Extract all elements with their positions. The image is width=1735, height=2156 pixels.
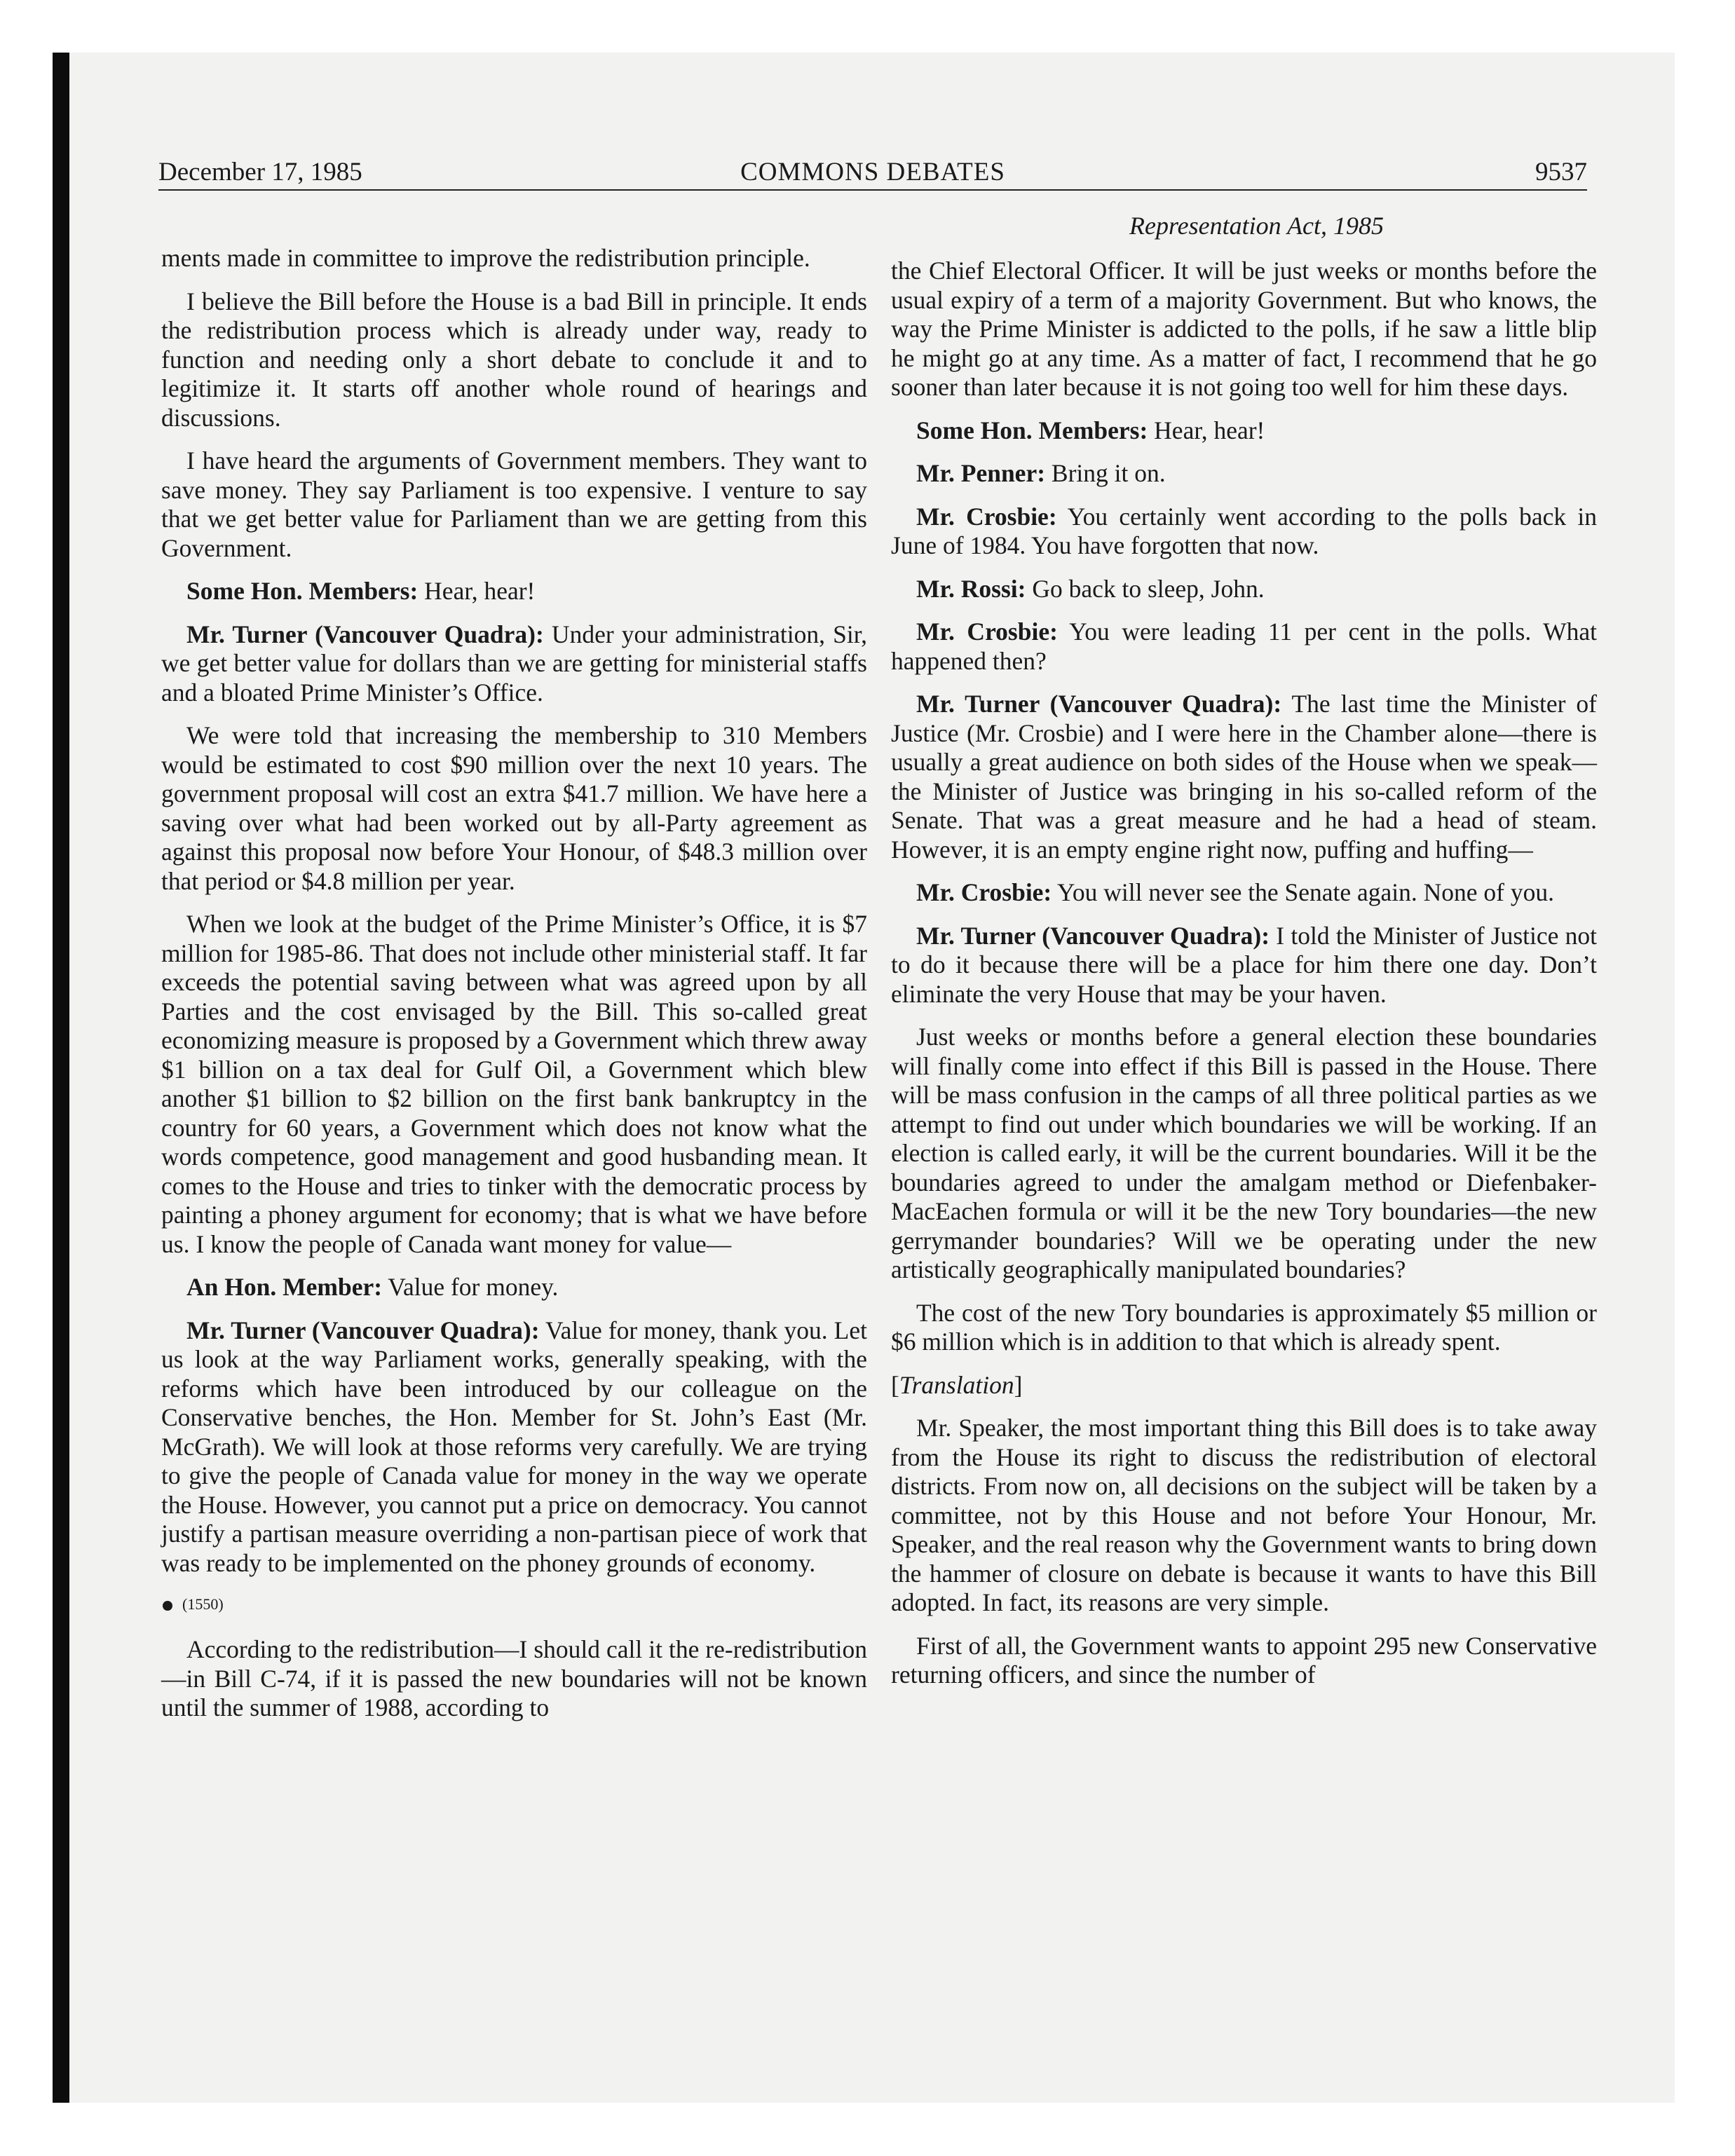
speech [891,878,1597,908]
speech-text: The last time the Minister of Justice (Mr. Crosbie) and I were here in the Chamber alone—there is usually a great audience on both sides of the House when we speak—the Minister of Justice was bringing in his so-called reform of the Senate. That was a great measure and he had a head of steam. However, it is an empty engine right now, puffing and huffing— [891,690,1598,864]
paragraph: The cost of the new Tory boundaries is approximately $5 million or $6 million which is in addition to that which is already spent. [891,1298,1597,1356]
paragraph: Mr. Speaker, the most important thing this Bill does is to take away from the House its right to discuss the redistribution of electoral districts. From now on, all decisions on the subject will be taken by a committee, not by this House and not before Your Honour, Mr. Speaker, and the real reason why the Government wants to bring down the hammer of closure on debate is because it wants to have this Bill adopted. In fact, its reasons are very simple. [891,1414,1597,1616]
speech [891,690,1597,864]
speaker-name: Mr. Crosbie: [916,502,1057,531]
paragraph: According to the redistribution—I should call it the re-redistribution—in Bill C-74, if it is passed the new boundaries will not be known until the summer of 1988, according to [161,1635,867,1721]
speaker-name: Some Hon. Members: [916,416,1148,444]
translation-tag: [Translation] [891,1370,1023,1399]
speech [891,503,1597,561]
speaker-name: Mr. Turner (Vancouver Quadra): [186,1316,540,1344]
speech [161,1273,867,1302]
paragraph: Just weeks or months before a general election these boundaries will finally come into effect if this Bill is passed in the House. There will be mass confusion in the camps of all three political parties as we attempt to find out under which boundaries we will be working. If an election is called early, it will be the current boundaries. Will it be the boundaries agreed to under the amalgam method or Diefenbaker-MacEachen formula or will it be the new Tory boundaries—the new gerrymander boundaries? Will we be operating under the new artistically geographically manipulated boundaries? [891,1023,1597,1283]
paragraph: ments made in committee to improve the redistribution principle. [161,244,810,272]
speaker-name: Mr. Turner (Vancouver Quadra): [186,620,544,648]
speech-text: Value for money. [382,1273,559,1301]
speaker-name: Mr. Turner (Vancouver Quadra): [916,690,1282,718]
speech [161,620,867,708]
speaker-name: Some Hon. Members: [186,577,419,605]
speech [161,577,867,606]
paragraph: I have heard the arguments of Government members. They want to save money. They say Parliament is too expensive. I venture to say that we get better value for Parliament than we are getting from this Government. [161,446,867,562]
header-date: December 17, 1985 [158,158,362,186]
paragraph: the Chief Electoral Officer. It will be just weeks or months before the usual expiry of a term of a majority Government. But who knows, the way the Prime Minister is addicted to the polls, if he saw a little blip he might go at any time. As a matter of fact, I recommend that he go sooner than later because it is not going too well for him these days. [891,257,1597,401]
time-marker-text: (1550) [182,1595,224,1613]
speaker-name: Mr. Crosbie: [916,878,1052,906]
speech-text: Hear, hear! [418,577,536,605]
time-marker [161,1592,867,1617]
scan-border [53,53,69,2103]
header-publication: COMMONS DEBATES [740,158,1005,186]
speech-text: You will never see the Senate again. None of you. [1052,878,1555,906]
paragraph: I believe the Bill before the House is a bad Bill in principle. It ends the redistribution process which is already under way, ready to function and needing only a short debate to conclude it and to legitimize it. It starts off another whole round of hearings and discussions. [161,287,867,432]
speech [891,618,1597,676]
speech-text: Value for money, thank you. Let us look at the way Parliament works, generally speaking, with the reforms which have been introduced by our colleague on the Conservative benches, the Hon. Member for St. John’s East (Mr. McGrath). We will look at those reforms very carefully. We are trying to give the people of Canada value for money in the way we operate the House. However, you cannot put a price on democracy. You cannot justify a partisan measure overriding a non-partisan piece of work that was ready to be implemented on the phoney grounds of economy. [161,1316,867,1577]
speaker-name: An Hon. Member: [186,1273,383,1301]
speech-text: Go back to sleep, John. [1026,574,1265,603]
speech [891,459,1597,489]
speaker-name: Mr. Penner: [916,459,1046,487]
speaker-name: Mr. Rossi: [916,574,1026,603]
speech-text: I told the Minister of Justice not to do it because there will be a place for him there one day. Don’t eliminate the very House that may be your haven. [891,921,1597,1008]
right-column [891,209,1597,1704]
paragraph: When we look at the budget of the Prime Minister’s Office, it is $7 million for 1985-86. That does not include other ministerial staff. It far exceeds the potential saving between what was agreed upon by all Parties and the cost envisaged by the Bill. This so-called great economizing measure is proposed by a Government which threw away $1 billion on a tax deal for Gulf Oil, a Government which blew another $1 billion to $2 billion on the first bank bankruptcy in the country for 60 years, a Government which does not know what the words competence, good management and good husbanding mean. It comes to the House and tries to tinker with the democratic process by painting a phoney argument for economy; that is what we have before us. I know the people of Canada want money for value— [161,910,867,1258]
speech-text: Under your administration, Sir, we get better value for dollars than we are getting for ministerial staffs and a bloated Prime Minister’s Office. [161,620,867,707]
bullet-icon [163,1601,172,1611]
speech-text: You were leading 11 per cent in the polls. What happened then? [891,618,1597,675]
speech [891,575,1597,604]
translation-tag-text: Translation [899,1370,1014,1399]
speaker-name: Mr. Turner (Vancouver Quadra): [916,921,1270,950]
page-header [158,156,1587,191]
left-column [161,244,867,1737]
section-title: Representation Act, 1985 [1129,212,1384,240]
speaker-name: Mr. Crosbie: [916,618,1058,646]
speech [891,922,1597,1009]
speech [161,1316,867,1578]
paragraph: We were told that increasing the membership to 310 Members would be estimated to cost $90 million over the next 10 years. The government proposal will cost an extra $41.7 million. We have here a saving over what had been worked out by all-Party agreement as against this proposal now before Your Honour, of $48.3 million over that period or $4.8 million per year. [161,721,867,895]
speech [891,416,1597,446]
speech-text: Bring it on. [1045,459,1166,487]
speech-text: You certainly went according to the polls back in June of 1984. You have forgotten that now. [891,502,1597,559]
speech-text: Hear, hear! [1148,416,1265,444]
header-page-number: 9537 [1535,158,1587,186]
paragraph: First of all, the Government wants to appoint 295 new Conservative returning officers, and since the number of [891,1631,1597,1688]
